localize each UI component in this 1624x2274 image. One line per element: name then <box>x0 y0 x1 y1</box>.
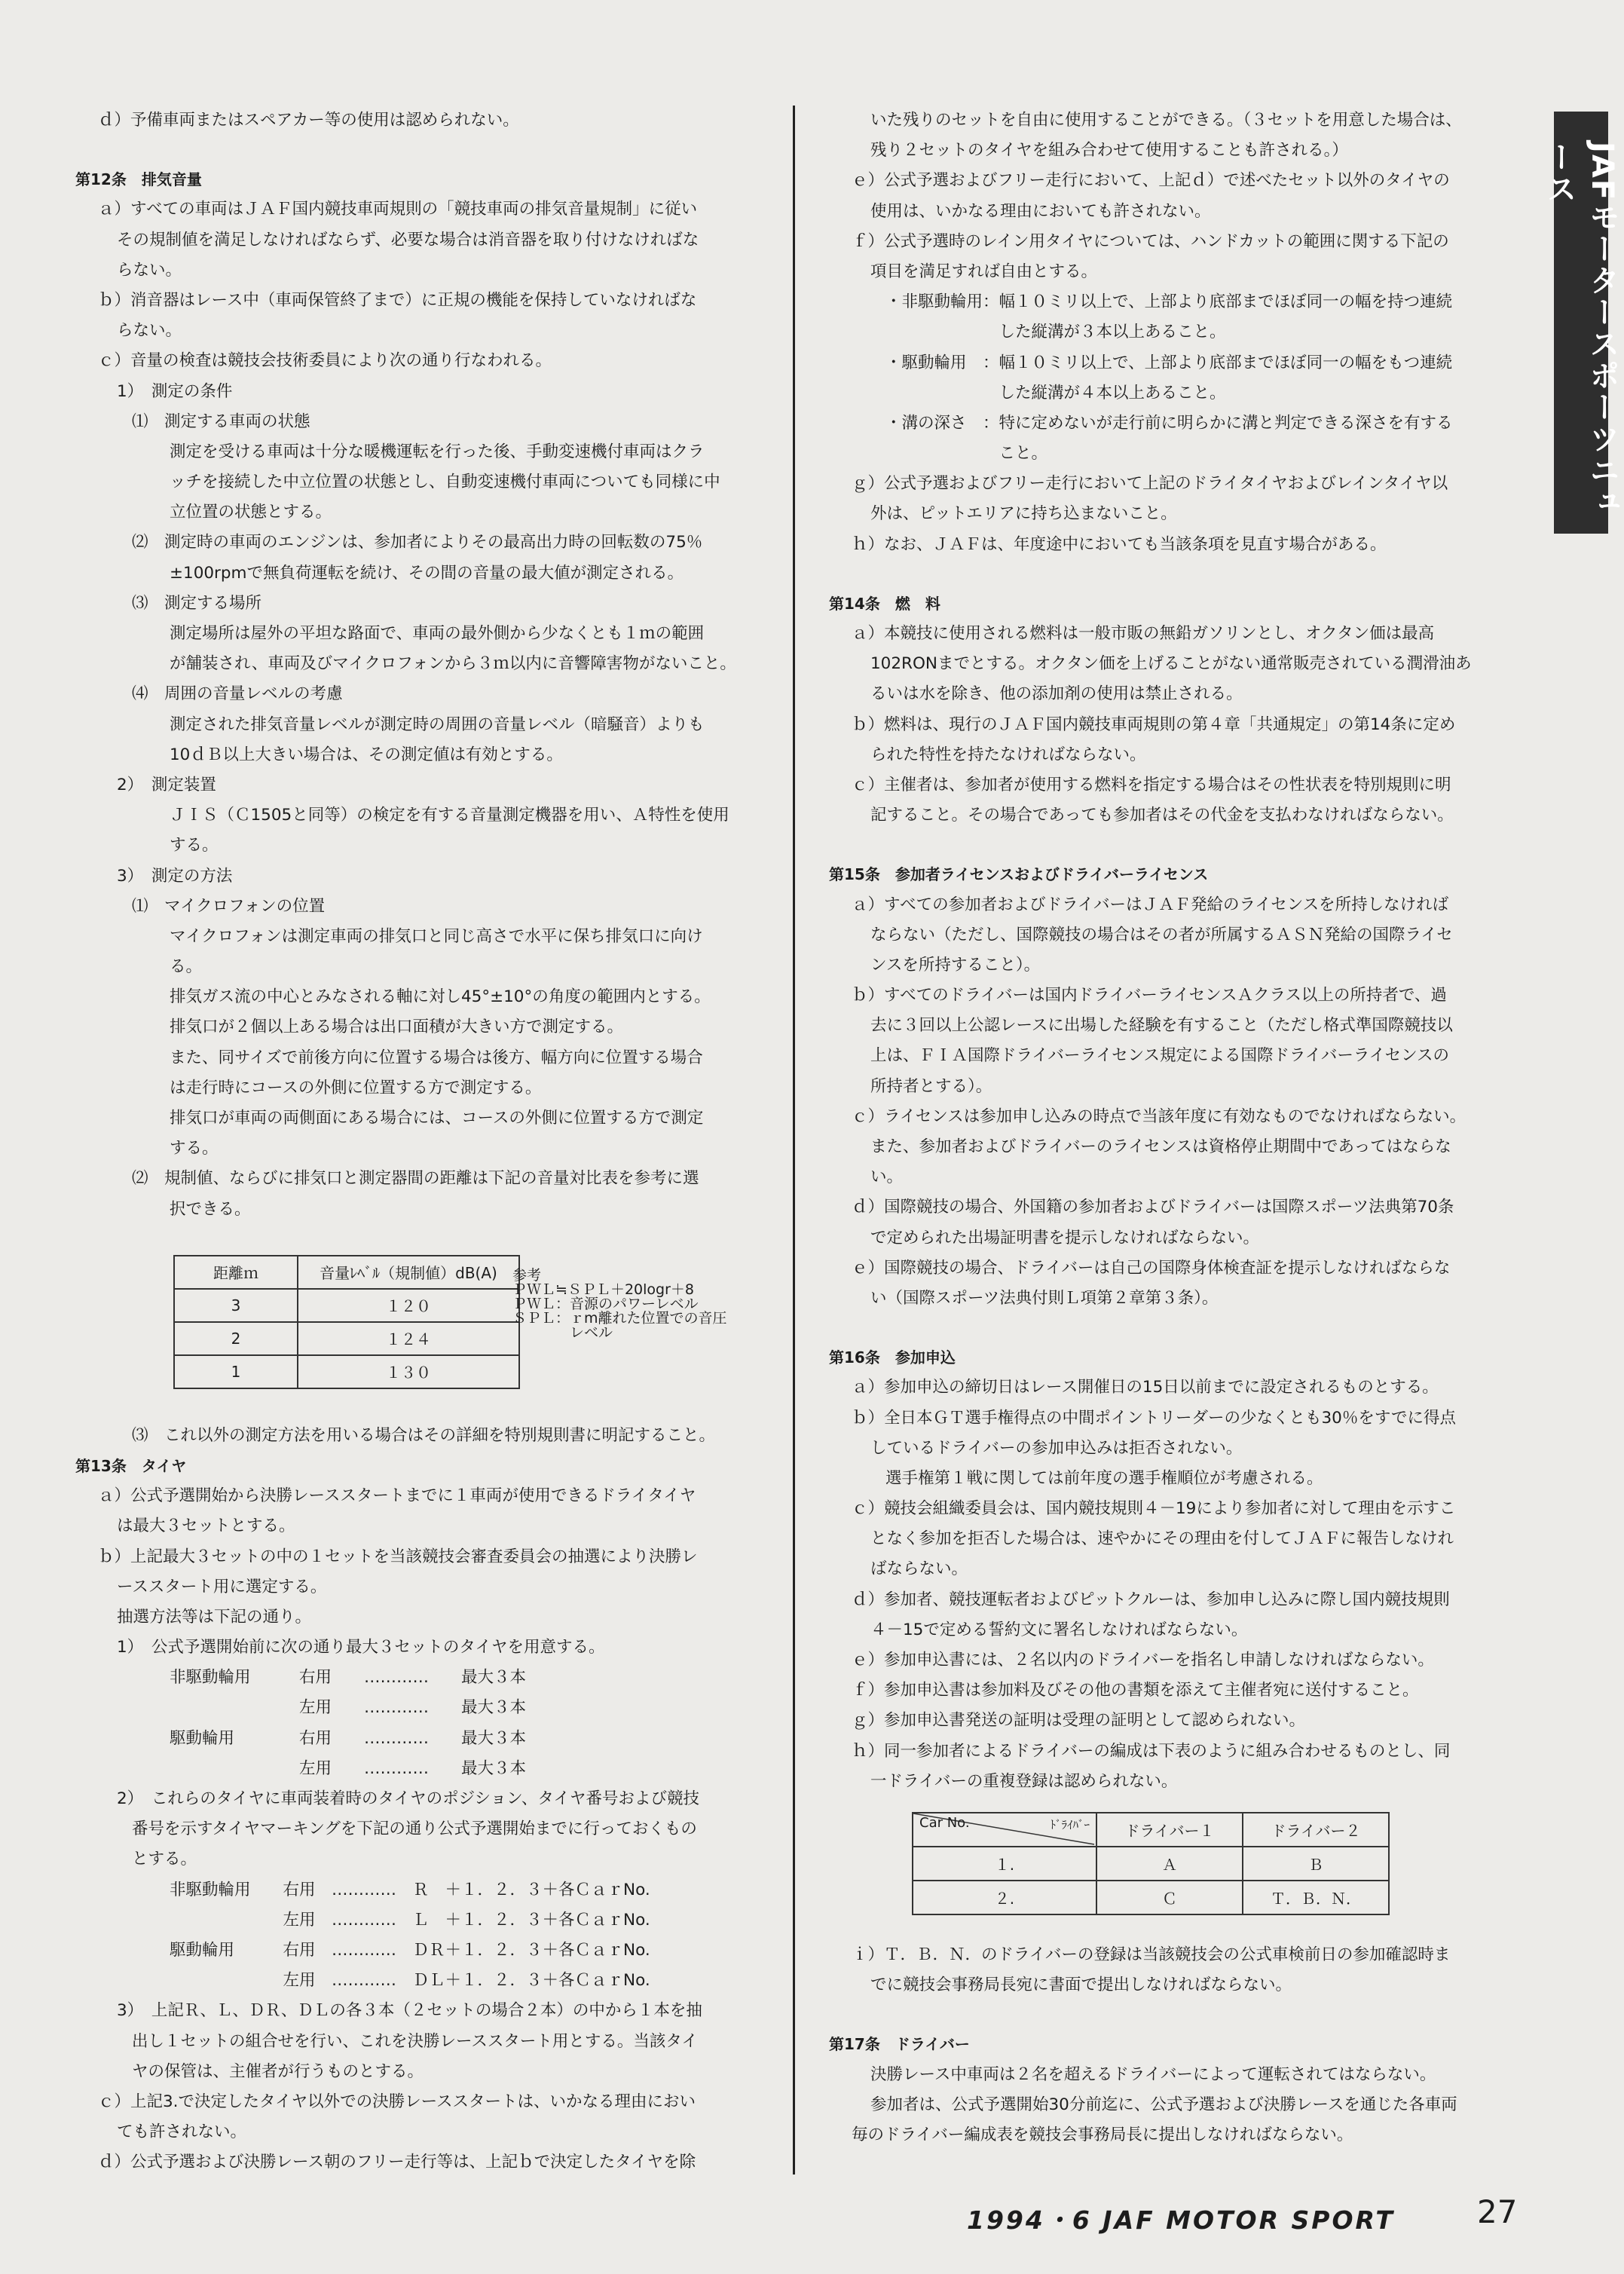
text-line: ｂ）燃料は、現行のＪＡＦ国内競技車両規則の第４章「共通規定」の第14条に定め <box>852 715 1456 734</box>
text-line: ａ）公式予選開始から決勝レーススタートまでに１車両が使用できるドライタイヤ <box>98 1486 696 1506</box>
table-cell: Ｃ <box>1096 1881 1243 1914</box>
table-cell: Ｔ．Ｂ．Ｎ． <box>1243 1881 1389 1914</box>
text-line: 一ドライバーの重複登録は認められない。 <box>870 1771 1178 1791</box>
left-text-block-a <box>75 106 776 1225</box>
left-text-block-b <box>75 1421 776 2178</box>
text-line: ・溝の深さ ：特に定めないが走行前に明らかに溝と判定できる深さを有する <box>885 413 1453 433</box>
text-line: 3） 測定の方法 <box>117 866 233 886</box>
text-line: ｄ）公式予選および決勝レース朝のフリー走行等は、上記ｂで決定したタイヤを除 <box>98 2153 696 2172</box>
text-line: ｄ）参加者、競技運転者およびピットクルーは、参加申し込みに際し国内競技規則 <box>852 1590 1450 1609</box>
text-line: ｅ）公式予選およびフリー走行において、上記ｄ）で述べたセット以外のタイヤの <box>852 171 1450 191</box>
text-line: する。 <box>170 836 219 855</box>
text-line: 上は、ＦＩＡ国際ドライバーライセンス規定による国際ドライバーライセンスの <box>870 1046 1449 1066</box>
text-line: ⑶ 測定する場所 <box>132 593 262 613</box>
text-line: 決勝レース中車両は２名を超えるドライバーによって運転されてはならない。 <box>870 2064 1436 2084</box>
text-line: られた特性を持たなければならない。 <box>870 745 1146 764</box>
text-line: 非駆動輪用 右用 ………… 最大３本 <box>170 1668 527 1688</box>
text-line: い（国際スポーツ法典付則Ｌ項第２章第３条）。 <box>870 1288 1219 1308</box>
spacer <box>829 2000 1530 2029</box>
table-header: 音量ﾚﾍﾞﾙ（規制値）dB(A) <box>298 1256 519 1289</box>
distance-table-block <box>75 1225 776 1421</box>
table-cell: １. <box>913 1847 1096 1881</box>
text-line: ⑷ 周囲の音量レベルの考慮 <box>132 684 343 704</box>
text-line: 左用 ………… 最大３本 <box>170 1758 527 1778</box>
text-line: でに競技会事務局長宛に書面で提出しなければならない。 <box>870 1976 1292 1995</box>
text-line: ⑵ 規制値、ならびに排気口と測定器間の距離は下記の音量対比表を参考に選 <box>132 1169 699 1189</box>
text-line: 10ｄＢ以上大きい場合は、その測定値は有効とする。 <box>170 745 563 764</box>
text-line: ｅ）参加申込書には、２名以内のドライバーを指名し申請しなければならない。 <box>852 1651 1434 1670</box>
text-line: 1） 測定の条件 <box>117 381 233 401</box>
text-line: こと。 <box>885 444 1048 464</box>
text-line: は走行時にコースの外側に位置する方で測定する。 <box>170 1078 542 1097</box>
driver-table-block <box>829 1797 1530 1940</box>
text-line: 2） これらのタイヤに車両装着時のタイヤのポジション、タイヤ番号および競技 <box>117 1789 699 1808</box>
text-line: した縦溝が４本以上あること。 <box>885 383 1226 402</box>
text-line: 立位置の状態とする。 <box>170 503 332 522</box>
table-cell: 1 <box>174 1355 298 1388</box>
text-line: 出し１セットの組合せを行い、これを決勝レーススタート用とする。当該タイ <box>132 2031 698 2051</box>
text-line: 択できる。 <box>170 1199 251 1219</box>
note-line: ＳＰＬ：ｒm離れた位置での音圧 <box>512 1309 727 1327</box>
text-line: また、同サイズで前後方向に位置する場合は後方、幅方向に位置する場合 <box>170 1048 703 1067</box>
table-cell: １２０ <box>298 1289 519 1322</box>
text-line: 左用 ………… 最大３本 <box>170 1698 527 1718</box>
text-line: とする。 <box>132 1850 197 1869</box>
text-line: ｂ）消音器はレース中（車両保管終了まで）に正規の機能を保持していなければな <box>98 290 697 310</box>
section-heading: 第15条 参加者ライセンスおよびドライバーライセンス <box>829 865 1209 884</box>
table-header: ドライバー２ <box>1243 1813 1389 1847</box>
text-line: は最大３セットとする。 <box>117 1517 295 1536</box>
text-line: ｄ）予備車両またはスペアカー等の使用は認められない。 <box>98 111 519 130</box>
text-line: ｃ）上記3.で決定したタイヤ以外での決勝レーススタートは、いかなる理由におい <box>98 2092 696 2111</box>
text-line: 外は、ピットエリアに持ち込まないこと。 <box>870 504 1177 524</box>
table-cell: 3 <box>174 1289 298 1322</box>
text-line: 排気口が２個以上ある場合は出口面積が大きい方で測定する。 <box>170 1018 624 1037</box>
text-line: その規制値を満足しなければならず、必要な場合は消音器を取り付けなければな <box>117 230 699 249</box>
text-line: 記すること。その場合であっても参加者はその代金を支払わなければならない。 <box>870 806 1454 825</box>
text-line: 項目を満足すれば自由とする。 <box>870 262 1098 281</box>
text-line: る。 <box>170 957 203 977</box>
text-line: ｉ）Ｔ．Ｂ．Ｎ．のドライバーの登録は当該競技会の公式車検前日の参加確認時ま <box>852 1945 1451 1964</box>
text-line: ンスを所持すること）。 <box>870 955 1041 975</box>
text-line: ーススタート用に選定する。 <box>117 1577 327 1596</box>
text-line: ｄ）国際競技の場合、外国籍の参加者およびドライバーは国際スポーツ法典第70条 <box>852 1198 1454 1217</box>
section-heading: 第14条 燃 料 <box>829 594 940 613</box>
text-line: ッチを接続した中立位置の状態とし、自動変速機付車両についても同様に中 <box>170 473 720 492</box>
note-line: レベル <box>512 1324 613 1341</box>
spacer <box>829 560 1530 589</box>
table-row <box>913 1881 1389 1914</box>
table-reference-note <box>512 1266 761 1341</box>
driver-pairing-table <box>912 1812 1390 1915</box>
text-line: ｃ）ライセンスは参加申し込みの時点で当該年度に有効なものでなければならない。 <box>852 1106 1466 1126</box>
text-line: 2） 測定装置 <box>117 775 216 794</box>
spacer <box>829 831 1530 859</box>
corner-label-car: Car No. <box>919 1814 970 1831</box>
text-line: ｇ）参加申込書発送の証明は受理の証明として認められない。 <box>852 1711 1306 1731</box>
text-line: ⑴ 測定する車両の状態 <box>132 412 310 431</box>
text-line: ても許されない。 <box>117 2123 247 2142</box>
table-row <box>174 1322 519 1355</box>
table-header: ドライバー１ <box>1096 1813 1243 1847</box>
text-line: 102RONまでとする。オクタン価を上げることがない通常販売されている潤滑油あ <box>870 654 1472 674</box>
text-line: マイクロフォンは測定車両の排気口と同じ高さで水平に保ち排気口に向け <box>170 926 703 946</box>
text-line: 駆動輪用 右用 ………… 最大３本 <box>170 1728 527 1748</box>
text-line: らない。 <box>117 260 182 280</box>
text-line: ４－15で定める誓約文に署名しなければならない。 <box>870 1620 1248 1639</box>
section-heading: 第17条 ドライバー <box>829 2035 970 2054</box>
text-line: 駆動輪用 右用 ………… ＤＲ＋１．２．３＋各ＣａｒNo. <box>170 1940 650 1960</box>
corner-label-driver: ﾄﾞﾗｲﾊﾞｰ <box>1050 1817 1090 1832</box>
text-line: が舗装され、車両及びマイクロフォンから３ｍ以内に音響障害物がないこと。 <box>170 654 736 674</box>
text-line: 測定を受ける車両は十分な暖機運転を行った後、手動変速機付車両はクラ <box>170 442 705 461</box>
text-line: ばならない。 <box>870 1559 968 1579</box>
text-line: ヤの保管は、主催者が行うものとする。 <box>132 2061 424 2081</box>
text-line: いた残りのセットを自由に使用することができる。（３セットを用意した場合は、 <box>870 111 1462 130</box>
text-line: ｅ）国際競技の場合、ドライバーは自己の国際身体検査証を提示しなければならな <box>852 1258 1451 1278</box>
text-line: 去に３回以上公認レースに出場した経験を有すること（ただし格式準国際競技以 <box>870 1016 1453 1036</box>
text-line: ⑴ マイクロフォンの位置 <box>132 896 326 916</box>
text-line: 左用 ………… ＤＬ＋１．２．３＋各ＣａｒNo. <box>170 1971 650 1991</box>
text-line: らない。 <box>117 321 182 341</box>
text-line: 排気ガス流の中心とみなされる軸に対し45°±10°の角度の範囲内とする。 <box>170 987 711 1007</box>
text-line: ａ）参加申込の締切日はレース開催日の15日以前までに設定されるものとする。 <box>852 1378 1439 1397</box>
table-header: 距離ｍ <box>174 1256 298 1289</box>
text-line: ｈ）同一参加者によるドライバーの編成は下表のように組み合わせるものとし、同 <box>852 1741 1451 1761</box>
text-line: い。 <box>870 1168 904 1187</box>
text-line: ｇ）公式予選およびフリー走行において上記のドライタイヤおよびレインタイヤ以 <box>852 474 1448 494</box>
text-line: ⑶ これ以外の測定方法を用いる場合はその詳細を特別規則書に明記すること。 <box>132 1425 716 1445</box>
text-line: ±100rpmで無負荷運転を続け、その間の音量の最大値が測定される。 <box>170 563 684 583</box>
text-line: ａ）すべての車両はＪＡＦ国内競技車両規則の「競技車両の排気音量規制」に従い <box>98 200 698 219</box>
text-line: ｂ）上記最大３セットの中の１セットを当該競技会審査委員会の抽選により決勝レ <box>98 1547 698 1566</box>
text-line: 番号を示すタイヤマーキングを下記の通り公式予選開始までに行っておくもの <box>132 1820 697 1839</box>
right-column <box>829 106 1530 2150</box>
section-heading: 第12条 排気音量 <box>75 170 202 189</box>
text-line: 選手権第１戦に関しては前年度の選手権順位が考慮される。 <box>885 1468 1323 1488</box>
table-cell: Ｂ <box>1243 1847 1389 1881</box>
table-cell: Ａ <box>1096 1847 1243 1881</box>
text-line: となく参加を拒否した場合は、速やかにその理由を付してＪＡＦに報告しなけれ <box>870 1529 1454 1549</box>
text-line: ｃ）音量の検査は競技会技術委員により次の通り行なわれる。 <box>98 351 552 371</box>
text-line: ・駆動輪用 ：幅１０ミリ以上で、上部より底部までほぼ同一の幅をもつ連続 <box>885 353 1453 372</box>
table-cell: １３０ <box>298 1355 519 1388</box>
text-line: 測定された排気音量レベルが測定時の周囲の音量レベル（暗騒音）よりも <box>170 715 705 734</box>
text-line: ｃ）競技会組織委員会は、国内競技規則４－19により参加者に対して理由を示すこ <box>852 1499 1456 1519</box>
text-line: 参加者は、公式予選開始30分前迄に、公式予選および決勝レースを通じた各車両 <box>870 2095 1457 2114</box>
note-line: ＰＷＬ≒ＳＰＬ＋20logr＋8 <box>512 1281 694 1298</box>
text-line: 1） 公式予選開始前に次の通り最大３セットのタイヤを用意する。 <box>117 1638 605 1657</box>
table-row <box>174 1289 519 1322</box>
section-heading: 第16条 参加申込 <box>829 1348 956 1367</box>
text-line: ｂ）すべてのドライバーは国内ドライバーライセンスＡクラス以上の所持者で、過 <box>852 986 1447 1005</box>
text-line: で定められた出場証明書を提示しなければならない。 <box>870 1228 1260 1247</box>
text-line: ＪＩＳ（Ｃ1505と同等）の検定を有する音量測定機器を用い、Ａ特性を使用 <box>170 806 729 825</box>
text-line: 非駆動輪用 右用 ………… Ｒ ＋１．２．３＋各ＣａｒNo. <box>170 1880 650 1899</box>
note-line: 参考 <box>512 1266 542 1284</box>
text-line: ａ）本競技に使用される燃料は一般市販の無鉛ガソリンとし、オクタン価は最高 <box>852 624 1435 643</box>
table-cell: 2 <box>174 1322 298 1355</box>
text-line: する。 <box>170 1139 219 1158</box>
note-line: ＰＷＬ：音源のパワーレベル <box>512 1295 699 1312</box>
text-line: した縦溝が３本以上あること。 <box>885 323 1226 342</box>
text-line: ａ）すべての参加者およびドライバーはＪＡＦ発給のライセンスを所持しなければ <box>852 895 1449 914</box>
text-line: 所持者とする）。 <box>870 1076 992 1096</box>
text-line: 3） 上記Ｒ、Ｌ、ＤＲ、ＤＬの各３本（２セットの場合２本）の中から１本を抽 <box>117 2001 702 2021</box>
text-line: ｂ）全日本ＧＴ選手権得点の中間ポイントリーダーの少なくとも30％をすでに得点 <box>852 1408 1457 1428</box>
text-line: ｆ）参加申込書は参加料及びその他の書類を添えて主催者宛に送付すること。 <box>852 1681 1419 1700</box>
spacer <box>829 1314 1530 1342</box>
text-line: ｈ）なお、ＪＡＦは、年度途中においても当該条項を見直す場合がある。 <box>852 534 1387 554</box>
text-line: 左用 ………… Ｌ ＋１．２．３＋各ＣａｒNo. <box>170 1910 650 1930</box>
table-row <box>913 1847 1389 1881</box>
spacer <box>75 136 776 164</box>
footer-magazine-title: 1994・6 JAF MOTOR SPORT <box>967 2205 1395 2235</box>
right-text-block-b <box>829 1940 1530 2150</box>
table-corner-cell <box>913 1813 1096 1847</box>
page-number: 27 <box>1477 2193 1518 2230</box>
left-column <box>75 106 776 2178</box>
text-line: ならない（ただし、国際競技の場合はその者が所属するＡＳＮ発給の国際ライセ <box>870 925 1453 944</box>
distance-sound-table <box>173 1255 520 1389</box>
text-line: ｃ）主催者は、参加者が使用する燃料を指定する場合はその性状表を特別規則に明 <box>852 775 1451 794</box>
section-side-tab: JAFモータースポーツニュース <box>1554 112 1608 534</box>
table-cell: ２. <box>913 1881 1096 1914</box>
text-line: ⑵ 測定時の車両のエンジンは、参加者によりその最高出力時の回転数の75％ <box>132 533 703 552</box>
text-line: しているドライバーの参加申込みは拒否されない。 <box>870 1438 1243 1458</box>
text-line: 抽選方法等は下記の通り。 <box>117 1607 312 1627</box>
text-line: 毎のドライバー編成表を競技会事務局長に提出しなければならない。 <box>852 2125 1353 2144</box>
text-line: 測定場所は屋外の平坦な路面で、車両の最外側から少なくとも１ｍの範囲 <box>170 624 705 643</box>
text-line: るいは水を除き、他の添加剤の使用は禁止される。 <box>870 684 1243 704</box>
text-line: 排気口が車両の両側面にある場合には、コースの外側に位置する方で測定 <box>170 1109 704 1128</box>
column-divider <box>793 106 795 2175</box>
right-text-block-a <box>829 106 1530 1797</box>
table-row <box>174 1355 519 1388</box>
text-line: 残り２セットのタイヤを組み合わせて使用することも許される。） <box>870 141 1348 161</box>
text-line: ・非駆動輪用：幅１０ミリ以上で、上部より底部までほぼ同一の幅を持つ連続 <box>885 292 1453 312</box>
section-heading: 第13条 タイヤ <box>75 1456 187 1475</box>
text-line: ｆ）公式予選時のレイン用タイヤについては、ハンドカットの範囲に関する下記の <box>852 231 1449 251</box>
table-cell: １２４ <box>298 1322 519 1355</box>
text-line: また、参加者およびドライバーのライセンスは資格停止期間中であってはならな <box>870 1137 1451 1156</box>
text-line: 使用は、いかなる理由においても許されない。 <box>870 201 1211 221</box>
